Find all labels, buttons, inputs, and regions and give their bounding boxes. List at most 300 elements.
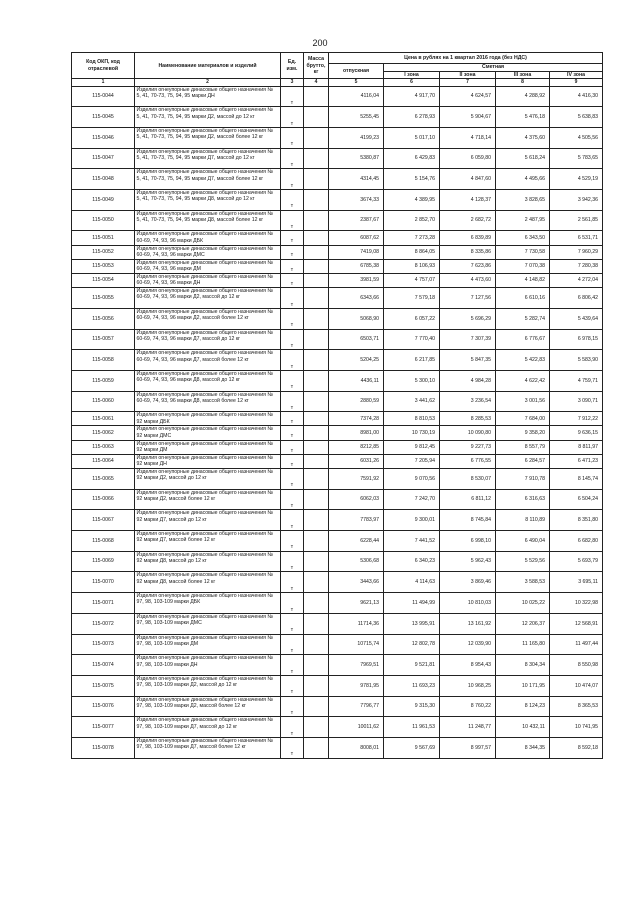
table-row xyxy=(72,350,603,371)
cell-price-zone-3: 6 490,04 xyxy=(496,531,550,552)
cell-code: 115-0064 xyxy=(72,454,135,468)
cell-price-otpusk: 5306,68 xyxy=(329,551,384,572)
cell-unit: т xyxy=(281,245,304,259)
table-row xyxy=(72,169,603,190)
cell-price-zone-3: 8 110,89 xyxy=(496,510,550,531)
cell-price-zone-4: 8 811,97 xyxy=(550,440,603,454)
cell-mass xyxy=(304,308,329,329)
cell-unit: т xyxy=(281,454,304,468)
cell-name: Изделия огнеупорные динасовые общего назначения № 97, 98, 103-109 марки Д7, массой более 12 кг xyxy=(135,737,281,758)
table-row xyxy=(72,489,603,510)
cell-price-zone-2: 8 530,07 xyxy=(440,469,496,490)
cell-price-zone-4: 9 636,15 xyxy=(550,426,603,440)
cell-name: Изделия огнеупорные динасовые общего назначения № 5, 41, 70-73, 75, 94, 95 марки Д7, массой более 12 кг xyxy=(135,169,281,190)
cell-price-zone-1: 4 917,70 xyxy=(384,86,440,107)
cell-price-zone-4: 5 583,90 xyxy=(550,350,603,371)
cell-price-zone-3: 10 171,95 xyxy=(496,675,550,696)
cell-unit: т xyxy=(281,273,304,287)
table-row xyxy=(72,675,603,696)
cell-price-zone-2: 3 869,46 xyxy=(440,572,496,593)
cell-unit: т xyxy=(281,169,304,190)
cell-price-zone-3: 7 070,38 xyxy=(496,259,550,273)
cell-mass xyxy=(304,737,329,758)
cell-price-zone-4: 3 090,71 xyxy=(550,391,603,412)
cell-name: Изделия огнеупорные динасовые общего назначения № 5, 41, 70-73, 75, 94, 95 марки Д2, массой до 12 кг xyxy=(135,107,281,128)
cell-price-otpusk: 5068,90 xyxy=(329,308,384,329)
cell-price-zone-2: 8 997,57 xyxy=(440,737,496,758)
table-row xyxy=(72,572,603,593)
cell-price-otpusk: 2880,59 xyxy=(329,391,384,412)
col-number: 6 xyxy=(384,79,440,86)
cell-code: 115-0067 xyxy=(72,510,135,531)
cell-price-zone-2: 8 954,43 xyxy=(440,655,496,676)
cell-price-otpusk: 5204,25 xyxy=(329,350,384,371)
cell-unit: т xyxy=(281,696,304,717)
cell-code: 115-0075 xyxy=(72,675,135,696)
table-row xyxy=(72,288,603,309)
cell-price-zone-2: 6 839,89 xyxy=(440,231,496,245)
cell-unit: т xyxy=(281,489,304,510)
cell-price-zone-1: 4 114,63 xyxy=(384,572,440,593)
table-row xyxy=(72,329,603,350)
cell-price-zone-1: 12 802,78 xyxy=(384,634,440,655)
cell-mass xyxy=(304,489,329,510)
cell-mass xyxy=(304,86,329,107)
cell-mass xyxy=(304,245,329,259)
cell-code: 115-0058 xyxy=(72,350,135,371)
cell-price-zone-1: 6 429,83 xyxy=(384,148,440,169)
cell-mass xyxy=(304,634,329,655)
cell-price-zone-2: 5 847,35 xyxy=(440,350,496,371)
cell-price-zone-1: 9 300,01 xyxy=(384,510,440,531)
cell-unit: т xyxy=(281,210,304,231)
cell-price-zone-1: 10 730,19 xyxy=(384,426,440,440)
cell-mass xyxy=(304,210,329,231)
cell-price-otpusk: 3674,33 xyxy=(329,190,384,211)
cell-unit: т xyxy=(281,86,304,107)
cell-price-zone-1: 9 812,45 xyxy=(384,440,440,454)
cell-name: Изделия огнеупорные динасовые общего назначения № 60-69, 74, 93, 96 марки Д7, массой более 12 кг xyxy=(135,350,281,371)
cell-price-zone-1: 7 242,70 xyxy=(384,489,440,510)
cell-price-otpusk: 6031,26 xyxy=(329,454,384,468)
cell-price-zone-2: 6 998,10 xyxy=(440,531,496,552)
cell-price-zone-4: 12 568,91 xyxy=(550,613,603,634)
cell-price-zone-2: 5 962,43 xyxy=(440,551,496,572)
cell-price-zone-3: 11 165,80 xyxy=(496,634,550,655)
cell-name: Изделия огнеупорные динасовые общего назначения № 92 марки Д8, массой более 12 кг xyxy=(135,572,281,593)
cell-unit: т xyxy=(281,370,304,391)
table-row xyxy=(72,107,603,128)
cell-code: 115-0066 xyxy=(72,489,135,510)
cell-code: 115-0053 xyxy=(72,259,135,273)
cell-price-zone-3: 7 730,58 xyxy=(496,245,550,259)
cell-mass xyxy=(304,370,329,391)
cell-name: Изделия огнеупорные динасовые общего назначения № 92 марки Д7, массой более 12 кг xyxy=(135,531,281,552)
cell-price-zone-3: 5 618,24 xyxy=(496,148,550,169)
cell-price-zone-4: 7 912,22 xyxy=(550,412,603,426)
cell-price-zone-3: 4 148,82 xyxy=(496,273,550,287)
cell-price-zone-2: 6 811,12 xyxy=(440,489,496,510)
cell-name: Изделия огнеупорные динасовые общего назначения № 97, 98, 103-109 марки ДМ xyxy=(135,634,281,655)
header-otpusk: отпускная xyxy=(329,64,384,79)
cell-price-zone-1: 9 567,69 xyxy=(384,737,440,758)
cell-price-zone-2: 5 696,29 xyxy=(440,308,496,329)
cell-price-zone-2: 6 776,55 xyxy=(440,454,496,468)
cell-price-zone-2: 10 090,80 xyxy=(440,426,496,440)
cell-code: 115-0045 xyxy=(72,107,135,128)
cell-price-zone-4: 5 693,79 xyxy=(550,551,603,572)
table-row xyxy=(72,454,603,468)
col-number: 5 xyxy=(329,79,384,86)
header-zone-2: II зона xyxy=(440,72,496,79)
cell-price-zone-1: 4 757,07 xyxy=(384,273,440,287)
cell-price-zone-2: 7 307,39 xyxy=(440,329,496,350)
cell-unit: т xyxy=(281,717,304,738)
cell-price-otpusk: 7969,51 xyxy=(329,655,384,676)
cell-price-zone-3: 6 610,16 xyxy=(496,288,550,309)
cell-name: Изделия огнеупорные динасовые общего назначения № 60-69, 74, 93, 96 марки Д7, массой до 12 кг xyxy=(135,329,281,350)
cell-mass xyxy=(304,440,329,454)
cell-price-zone-1: 7 441,52 xyxy=(384,531,440,552)
cell-price-otpusk: 4199,23 xyxy=(329,127,384,148)
cell-price-otpusk: 7591,92 xyxy=(329,469,384,490)
cell-price-zone-1: 5 017,10 xyxy=(384,127,440,148)
header-prices-title: Цена в рублях на 1 квартал 2016 года (без НДС) xyxy=(329,53,603,64)
cell-mass xyxy=(304,655,329,676)
cell-price-zone-1: 8 106,93 xyxy=(384,259,440,273)
cell-price-zone-2: 4 128,37 xyxy=(440,190,496,211)
table-row xyxy=(72,245,603,259)
header-name: Наименование материалов и изделий xyxy=(135,53,281,79)
cell-price-zone-1: 7 770,40 xyxy=(384,329,440,350)
cell-price-zone-2: 10 968,25 xyxy=(440,675,496,696)
cell-price-zone-1: 11 693,23 xyxy=(384,675,440,696)
cell-code: 115-0070 xyxy=(72,572,135,593)
cell-code: 115-0072 xyxy=(72,613,135,634)
cell-price-zone-4: 3 942,36 xyxy=(550,190,603,211)
cell-price-zone-3: 3 588,53 xyxy=(496,572,550,593)
cell-mass xyxy=(304,288,329,309)
cell-name: Изделия огнеупорные динасовые общего назначения № 97, 98, 103-109 марки ДН xyxy=(135,655,281,676)
table-row xyxy=(72,148,603,169)
cell-price-zone-3: 8 304,34 xyxy=(496,655,550,676)
cell-price-zone-2: 4 718,14 xyxy=(440,127,496,148)
cell-name: Изделия огнеупорные динасовые общего назначения № 97, 98, 103-109 марки Д2, массой более 12 кг xyxy=(135,696,281,717)
cell-price-zone-2: 7 623,86 xyxy=(440,259,496,273)
cell-price-otpusk: 5380,87 xyxy=(329,148,384,169)
table-header xyxy=(72,53,603,87)
cell-price-otpusk: 6785,38 xyxy=(329,259,384,273)
cell-price-otpusk: 6343,66 xyxy=(329,288,384,309)
cell-price-zone-2: 7 127,56 xyxy=(440,288,496,309)
header-smetnaya: Сметная xyxy=(384,64,603,72)
cell-unit: т xyxy=(281,412,304,426)
cell-code: 115-0056 xyxy=(72,308,135,329)
cell-price-zone-4: 6 471,23 xyxy=(550,454,603,468)
cell-mass xyxy=(304,572,329,593)
cell-code: 115-0077 xyxy=(72,717,135,738)
cell-price-otpusk: 4436,11 xyxy=(329,370,384,391)
cell-price-zone-3: 10 025,22 xyxy=(496,593,550,614)
cell-price-otpusk: 9621,13 xyxy=(329,593,384,614)
cell-code: 115-0050 xyxy=(72,210,135,231)
cell-name: Изделия огнеупорные динасовые общего назначения № 97, 98, 103-109 марки Д7, массой до 12 кг xyxy=(135,717,281,738)
cell-price-zone-2: 4 847,60 xyxy=(440,169,496,190)
cell-price-otpusk: 7796,77 xyxy=(329,696,384,717)
cell-price-zone-4: 10 322,98 xyxy=(550,593,603,614)
cell-price-zone-1: 7 273,28 xyxy=(384,231,440,245)
cell-unit: т xyxy=(281,551,304,572)
cell-code: 115-0052 xyxy=(72,245,135,259)
cell-code: 115-0046 xyxy=(72,127,135,148)
cell-mass xyxy=(304,696,329,717)
cell-price-zone-4: 6 682,80 xyxy=(550,531,603,552)
cell-price-zone-4: 4 416,30 xyxy=(550,86,603,107)
cell-price-zone-2: 2 682,72 xyxy=(440,210,496,231)
cell-name: Изделия огнеупорные динасовые общего назначения № 5, 41, 70-73, 75, 94, 95 марки ДН xyxy=(135,86,281,107)
cell-code: 115-0054 xyxy=(72,273,135,287)
cell-code: 115-0065 xyxy=(72,469,135,490)
cell-price-otpusk: 3443,66 xyxy=(329,572,384,593)
header-code: Код ОКП, код отраслевой xyxy=(72,53,135,79)
cell-mass xyxy=(304,169,329,190)
cell-price-otpusk: 8008,01 xyxy=(329,737,384,758)
table-row xyxy=(72,426,603,440)
cell-price-zone-4: 8 351,80 xyxy=(550,510,603,531)
cell-code: 115-0047 xyxy=(72,148,135,169)
cell-price-otpusk: 6228,44 xyxy=(329,531,384,552)
table-row xyxy=(72,370,603,391)
header-zone-4: IV зона xyxy=(550,72,603,79)
cell-unit: т xyxy=(281,391,304,412)
cell-mass xyxy=(304,454,329,468)
cell-name: Изделия огнеупорные динасовые общего назначения № 92 марки Д8, массой до 12 кг xyxy=(135,551,281,572)
cell-price-zone-3: 3 001,56 xyxy=(496,391,550,412)
cell-price-zone-1: 9 070,56 xyxy=(384,469,440,490)
cell-price-zone-3: 4 495,66 xyxy=(496,169,550,190)
cell-price-zone-3: 8 124,23 xyxy=(496,696,550,717)
cell-price-zone-4: 6 978,15 xyxy=(550,329,603,350)
cell-code: 115-0049 xyxy=(72,190,135,211)
cell-name: Изделия огнеупорные динасовые общего назначения № 60-69, 74, 93, 96 марки ДН xyxy=(135,273,281,287)
cell-code: 115-0068 xyxy=(72,531,135,552)
cell-name: Изделия огнеупорные динасовые общего назначения № 5, 41, 70-73, 75, 94, 95 марки Д8, массой до 12 кг xyxy=(135,190,281,211)
cell-code: 115-0078 xyxy=(72,737,135,758)
cell-mass xyxy=(304,551,329,572)
table-row xyxy=(72,440,603,454)
cell-price-zone-2: 13 161,92 xyxy=(440,613,496,634)
cell-price-zone-1: 11 494,99 xyxy=(384,593,440,614)
cell-unit: т xyxy=(281,634,304,655)
cell-name: Изделия огнеупорные динасовые общего назначения № 92 марки ДМС xyxy=(135,426,281,440)
cell-mass xyxy=(304,593,329,614)
cell-price-zone-3: 8 344,35 xyxy=(496,737,550,758)
cell-price-zone-1: 9 521,81 xyxy=(384,655,440,676)
cell-price-zone-1: 7 205,94 xyxy=(384,454,440,468)
cell-price-zone-4: 2 561,85 xyxy=(550,210,603,231)
column-number-row xyxy=(72,79,603,86)
cell-mass xyxy=(304,350,329,371)
cell-code: 115-0071 xyxy=(72,593,135,614)
cell-name: Изделия огнеупорные динасовые общего назначения № 60-69, 74, 93, 96 марки Д8, массой более 12 кг xyxy=(135,391,281,412)
cell-mass xyxy=(304,510,329,531)
table-row xyxy=(72,655,603,676)
cell-price-zone-2: 4 473,60 xyxy=(440,273,496,287)
header-zone-1: I зона xyxy=(384,72,440,79)
cell-price-zone-3: 12 206,37 xyxy=(496,613,550,634)
table-row xyxy=(72,717,603,738)
cell-price-zone-1: 6 340,23 xyxy=(384,551,440,572)
cell-price-zone-4: 4 505,56 xyxy=(550,127,603,148)
cell-name: Изделия огнеупорные динасовые общего назначения № 92 марки ДН xyxy=(135,454,281,468)
cell-price-zone-4: 4 529,19 xyxy=(550,169,603,190)
cell-price-zone-1: 5 300,10 xyxy=(384,370,440,391)
cell-code: 115-0051 xyxy=(72,231,135,245)
cell-price-zone-3: 6 776,67 xyxy=(496,329,550,350)
table-row xyxy=(72,737,603,758)
cell-name: Изделия огнеупорные динасовые общего назначения № 60-69, 74, 93, 96 марки ДМ xyxy=(135,259,281,273)
cell-name: Изделия огнеупорные динасовые общего назначения № 92 марки Д2, массой более 12 кг xyxy=(135,489,281,510)
cell-price-otpusk: 5255,45 xyxy=(329,107,384,128)
cell-name: Изделия огнеупорные динасовые общего назначения № 60-69, 74, 93, 96 марки Д2, массой более 12 кг xyxy=(135,308,281,329)
cell-price-otpusk: 6503,71 xyxy=(329,329,384,350)
cell-unit: т xyxy=(281,231,304,245)
cell-price-zone-3: 6 316,63 xyxy=(496,489,550,510)
cell-mass xyxy=(304,613,329,634)
cell-unit: т xyxy=(281,440,304,454)
cell-price-zone-3: 5 422,83 xyxy=(496,350,550,371)
cell-price-zone-2: 11 248,77 xyxy=(440,717,496,738)
cell-unit: т xyxy=(281,308,304,329)
table-body xyxy=(72,86,603,758)
col-number: 2 xyxy=(135,79,281,86)
cell-price-zone-1: 4 389,95 xyxy=(384,190,440,211)
cell-name: Изделия огнеупорные динасовые общего назначения № 60-69, 74, 93, 96 марки ДБК xyxy=(135,231,281,245)
cell-price-zone-1: 6 217,85 xyxy=(384,350,440,371)
cell-unit: т xyxy=(281,350,304,371)
cell-price-zone-3: 7 910,78 xyxy=(496,469,550,490)
page-number: 200 xyxy=(312,38,328,48)
col-number: 1 xyxy=(72,79,135,86)
cell-price-zone-3: 2 487,95 xyxy=(496,210,550,231)
table-row xyxy=(72,259,603,273)
cell-price-otpusk: 6087,62 xyxy=(329,231,384,245)
cell-price-zone-4: 5 638,83 xyxy=(550,107,603,128)
cell-price-zone-3: 4 288,92 xyxy=(496,86,550,107)
cell-code: 115-0073 xyxy=(72,634,135,655)
cell-price-zone-1: 8 864,05 xyxy=(384,245,440,259)
cell-price-zone-4: 7 280,38 xyxy=(550,259,603,273)
cell-mass xyxy=(304,531,329,552)
cell-code: 115-0044 xyxy=(72,86,135,107)
cell-price-zone-1: 11 961,53 xyxy=(384,717,440,738)
cell-price-zone-2: 5 904,67 xyxy=(440,107,496,128)
cell-price-zone-4: 6 806,42 xyxy=(550,288,603,309)
cell-name: Изделия огнеупорные динасовые общего назначения № 60-69, 74, 93, 96 марки Д8, массой до 12 кг xyxy=(135,370,281,391)
cell-price-zone-4: 6 504,24 xyxy=(550,489,603,510)
cell-mass xyxy=(304,426,329,440)
col-number: 8 xyxy=(496,79,550,86)
cell-mass xyxy=(304,391,329,412)
cell-code: 115-0069 xyxy=(72,551,135,572)
price-table xyxy=(71,52,603,759)
cell-name: Изделия огнеупорные динасовые общего назначения № 5, 41, 70-73, 75, 94, 95 марки Д8, массой более 12 кг xyxy=(135,210,281,231)
cell-name: Изделия огнеупорные динасовые общего назначения № 92 марки Д7, массой до 12 кг xyxy=(135,510,281,531)
cell-mass xyxy=(304,107,329,128)
cell-price-zone-3: 4 375,60 xyxy=(496,127,550,148)
table-row xyxy=(72,231,603,245)
cell-price-zone-2: 8 760,22 xyxy=(440,696,496,717)
cell-code: 115-0062 xyxy=(72,426,135,440)
header-unit: Ед. изм. xyxy=(281,53,304,79)
cell-mass xyxy=(304,127,329,148)
cell-price-otpusk: 3981,59 xyxy=(329,273,384,287)
table-row xyxy=(72,273,603,287)
cell-unit: т xyxy=(281,593,304,614)
cell-price-zone-4: 4 272,04 xyxy=(550,273,603,287)
cell-unit: т xyxy=(281,127,304,148)
cell-price-zone-4: 8 365,53 xyxy=(550,696,603,717)
cell-unit: т xyxy=(281,613,304,634)
table-row xyxy=(72,190,603,211)
cell-code: 115-0057 xyxy=(72,329,135,350)
cell-mass xyxy=(304,469,329,490)
cell-price-otpusk: 10011,62 xyxy=(329,717,384,738)
cell-name: Изделия огнеупорные динасовые общего назначения № 5, 41, 70-73, 75, 94, 95 марки Д2, массой более 12 кг xyxy=(135,127,281,148)
cell-price-otpusk: 7374,28 xyxy=(329,412,384,426)
cell-unit: т xyxy=(281,107,304,128)
cell-price-zone-1: 9 315,30 xyxy=(384,696,440,717)
cell-name: Изделия огнеупорные динасовые общего назначения № 92 марки ДМ xyxy=(135,440,281,454)
cell-code: 115-0055 xyxy=(72,288,135,309)
cell-price-zone-1: 8 810,53 xyxy=(384,412,440,426)
cell-unit: т xyxy=(281,329,304,350)
cell-unit: т xyxy=(281,572,304,593)
cell-price-zone-4: 3 695,11 xyxy=(550,572,603,593)
cell-price-otpusk: 7783,97 xyxy=(329,510,384,531)
cell-mass xyxy=(304,329,329,350)
cell-price-zone-3: 5 282,74 xyxy=(496,308,550,329)
cell-price-zone-2: 8 285,53 xyxy=(440,412,496,426)
cell-price-zone-3: 9 358,20 xyxy=(496,426,550,440)
cell-price-zone-3: 7 684,00 xyxy=(496,412,550,426)
cell-price-zone-4: 11 497,44 xyxy=(550,634,603,655)
cell-price-zone-1: 6 057,22 xyxy=(384,308,440,329)
cell-unit: т xyxy=(281,190,304,211)
cell-price-otpusk: 8981,00 xyxy=(329,426,384,440)
cell-price-zone-4: 4 759,71 xyxy=(550,370,603,391)
cell-price-zone-2: 10 810,03 xyxy=(440,593,496,614)
cell-name: Изделия огнеупорные динасовые общего назначения № 97, 98, 103-109 марки Д2, массой до 12 кг xyxy=(135,675,281,696)
cell-price-zone-3: 8 557,79 xyxy=(496,440,550,454)
cell-price-zone-4: 5 439,64 xyxy=(550,308,603,329)
header-mass: Масса брутто, кг xyxy=(304,53,329,79)
cell-price-zone-2: 12 039,90 xyxy=(440,634,496,655)
cell-mass xyxy=(304,148,329,169)
cell-code: 115-0060 xyxy=(72,391,135,412)
col-number: 3 xyxy=(281,79,304,86)
cell-unit: т xyxy=(281,655,304,676)
cell-unit: т xyxy=(281,259,304,273)
col-number: 7 xyxy=(440,79,496,86)
table-row xyxy=(72,634,603,655)
cell-mass xyxy=(304,273,329,287)
cell-price-zone-3: 5 476,18 xyxy=(496,107,550,128)
table-row xyxy=(72,391,603,412)
table-row xyxy=(72,412,603,426)
cell-price-zone-2: 3 236,54 xyxy=(440,391,496,412)
cell-price-otpusk: 8212,85 xyxy=(329,440,384,454)
